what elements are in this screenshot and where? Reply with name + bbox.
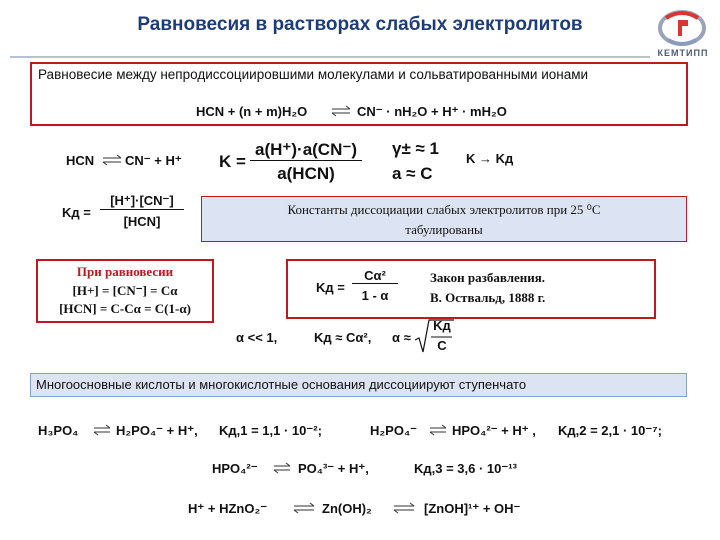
zinc-left: H⁺ + HZnO₂⁻ (188, 501, 268, 516)
equilibrium-arrow-icon (330, 104, 352, 118)
equilibrium-arrow-icon (272, 461, 292, 475)
step3-right: PO₄³⁻ + H⁺, (298, 461, 369, 476)
hcn-label: HCN (66, 153, 95, 168)
step2-right: HPO₄²⁻ + H⁺ , (452, 423, 536, 438)
stepwise-text: Многоосновные кислоты и многокислотные основания диссоциируют ступенчато (36, 377, 527, 392)
law-numerator: Cα² (352, 268, 398, 284)
zinc-right: [ZnOH]¹⁺ + OH⁻ (424, 501, 521, 516)
sqrt-denominator: C (437, 338, 447, 353)
kd-label: Kд = (62, 205, 91, 220)
zinc-mid: Zn(OH)₂ (322, 501, 372, 516)
step1-right: H₂PO₄⁻ + H⁺, (116, 423, 198, 438)
solvation-eq-left: HCN + (n + m)H₂O (196, 104, 308, 119)
title-divider (10, 56, 650, 58)
step1-left: H₃PO₄ (38, 423, 79, 438)
step2-left: H₂PO₄⁻ (370, 423, 418, 438)
law-author: В. Оствальд, 1888 г. (430, 290, 546, 305)
gamma-approx: γ± ≈ 1 (392, 139, 440, 158)
k-label: K = (219, 152, 246, 171)
step1-constant: Kд,1 = 1,1 · 10⁻²; (219, 423, 322, 438)
kd-denominator: [HCN] (123, 214, 161, 229)
kd-numerator: [H⁺]·[CN⁻] (100, 193, 184, 210)
equilibrium-line1: [H+] = [CN⁻] = Cα (72, 283, 178, 298)
step2-constant: Kд,2 = 2,1 · 10⁻⁷; (558, 423, 662, 438)
tabulated-line2: табулированы (405, 222, 483, 237)
equilibrium-arrow-icon (92, 423, 112, 437)
step3-left: HPO₄²⁻ (212, 461, 258, 476)
kd-approx: Kд ≈ Cα², (314, 330, 372, 345)
solvation-eq-right: CN⁻ · nH₂O + H⁺ · mH₂O (357, 104, 507, 119)
law-denominator: 1 - α (361, 288, 389, 303)
sqrt-numerator: Kд (433, 318, 451, 333)
equilibrium-arrow-icon (428, 423, 448, 437)
logo-text: КЕМТИПП (657, 48, 709, 58)
k-to-kd: K → Kд (466, 151, 514, 166)
law-title: Закон разбавления. (430, 270, 546, 285)
solvation-description: Равновесие между непродиссоциировшими молекулами и сольватированными ионами (38, 67, 589, 82)
equilibrium-arrow-icon (101, 153, 123, 167)
k-denominator: a(HCN) (277, 164, 335, 183)
equilibrium-title: При равновесии (76, 264, 174, 279)
alpha-small: α << 1, (236, 330, 278, 345)
page-title: Равновесия в растворах слабых электролитов (137, 14, 583, 35)
activity-approx: a ≈ C (392, 164, 433, 183)
equilibrium-arrow-icon (292, 501, 316, 515)
alpha-equals: α ≈ (392, 330, 411, 345)
tabulated-line1: Константы диссоциации слабых электролитов при 25 ⁰С (287, 202, 601, 217)
k-numerator: a(H⁺)·a(CN⁻) (250, 140, 362, 161)
law-kd-label: Kд = (316, 280, 345, 295)
step3-constant: Kд,3 = 3,6 · 10⁻¹³ (414, 461, 517, 476)
equilibrium-line2: [HCN] = C-Cα = C(1-α) (59, 301, 191, 316)
equilibrium-arrow-icon (392, 501, 416, 515)
hcn-products: CN⁻ + H⁺ (125, 153, 182, 168)
